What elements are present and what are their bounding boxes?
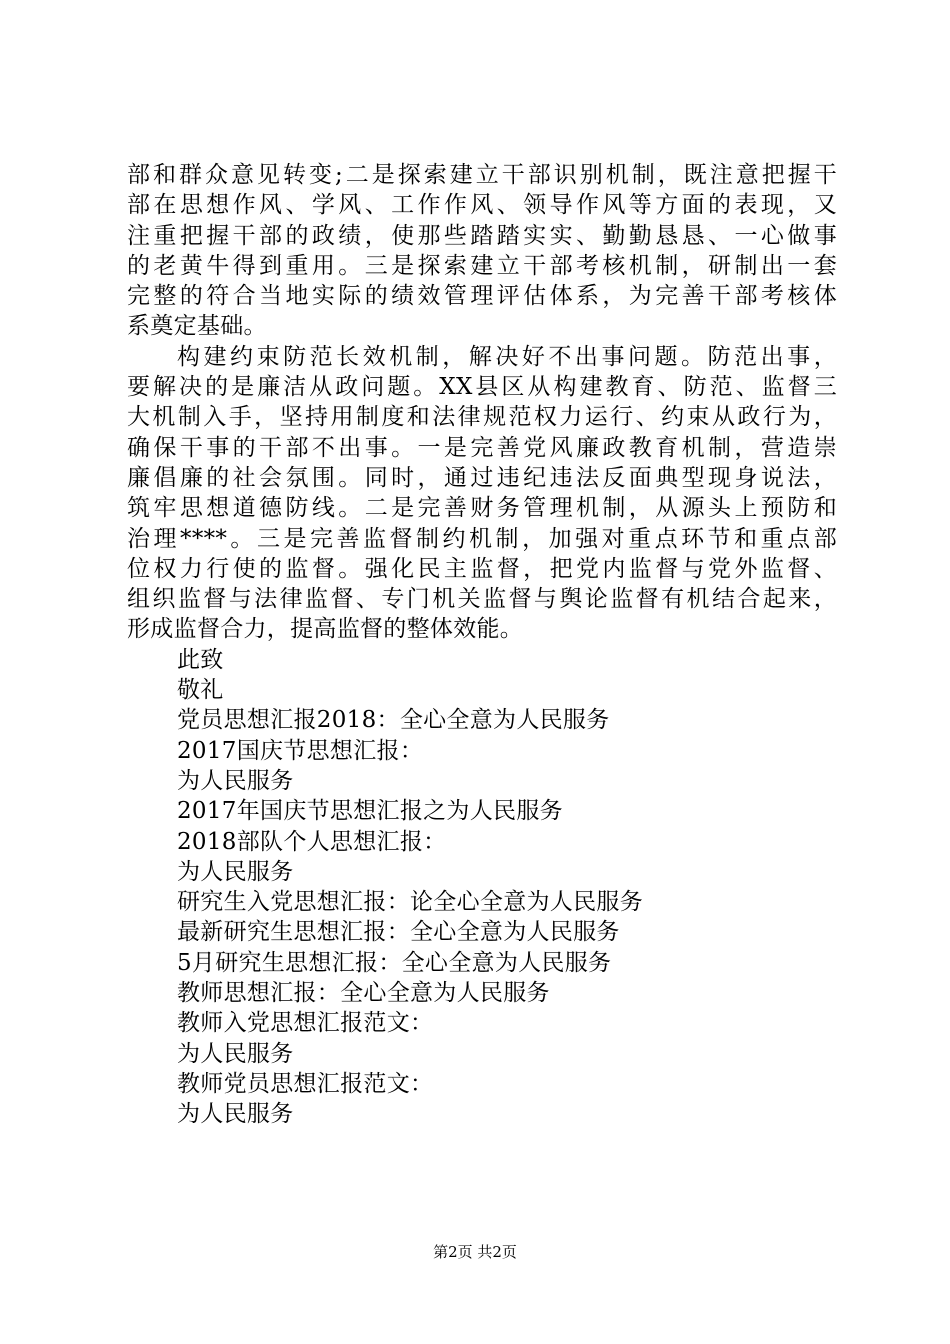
related-title: 教师党员思想汇报范文： [177,1070,434,1097]
text-line: 大机制入手，坚持用制度和法律规范权力运行、约束从政行为， [127,404,837,431]
paragraph-cadre-mechanism [127,160,837,342]
page-number-footer: 第2页 共2页 [433,1243,517,1261]
text-line: 组织监督与法律监督、专门机关监督与舆论监督有机结合起来， [127,586,837,613]
text-line: 形成监督合力，提高监督的整体效能。 [127,616,524,643]
related-title: 5月研究生思想汇报：全心全意为人民服务 [177,949,612,976]
related-title: 2017年国庆节思想汇报之为人民服务 [177,798,563,825]
text-line: 构建约束防范长效机制，解决好不出事问题。防范出事， [177,343,837,370]
text-line: 要解决的是廉洁从政问题。XX县区从构建教育、防范、监督三 [127,374,837,401]
related-title: 党员思想汇报2018：全心全意为人民服务 [177,707,610,734]
text-line: 部在思想作风、学风、工作作风、领导作风等方面的表现，又 [127,192,837,219]
text-line: 系奠定基础。 [127,313,267,340]
related-title: 为人民服务 [177,767,294,794]
related-title: 2017国庆节思想汇报： [177,737,424,764]
related-title: 2018部队个人思想汇报： [177,828,447,855]
closing-regards: 敬礼 [177,677,224,704]
related-title: 最新研究生思想汇报：全心全意为人民服务 [177,919,620,946]
related-title: 为人民服务 [177,858,294,885]
text-line: 确保干事的干部不出事。一是完善党风廉政教育机制，营造崇 [127,434,837,461]
text-line: 完整的符合当地实际的绩效管理评估体系，为完善干部考核体 [127,283,837,310]
related-title: 为人民服务 [177,1101,294,1128]
text-line: 治理****。三是完善监督制约机制，加强对重点环节和重点部 [127,525,837,552]
related-title: 为人民服务 [177,1040,294,1067]
related-title: 研究生入党思想汇报：论全心全意为人民服务 [177,889,643,916]
related-title: 教师思想汇报：全心全意为人民服务 [177,980,550,1007]
closing-and-related-titles [127,645,837,1130]
text-line: 廉倡廉的社会氛围。同时，通过违纪违法反面典型现身说法， [127,464,837,491]
closing-salutation: 此致 [177,646,224,673]
paragraph-prevention-mechanism [127,342,837,645]
text-line: 的老黄牛得到重用。三是探索建立干部考核机制，研制出一套 [127,252,837,279]
text-line: 位权力行使的监督。强化民主监督，把党内监督与党外监督、 [127,555,837,582]
text-line: 注重把握干部的政绩，使那些踏踏实实、勤勤恳恳、一心做事 [127,222,837,249]
document-body [127,160,837,1130]
text-line: 筑牢思想道德防线。二是完善财务管理机制，从源头上预防和 [127,495,837,522]
related-title: 教师入党思想汇报范文： [177,1010,434,1037]
text-line: 部和群众意见转变;二是探索建立干部识别机制，既注意把握干 [127,162,837,188]
